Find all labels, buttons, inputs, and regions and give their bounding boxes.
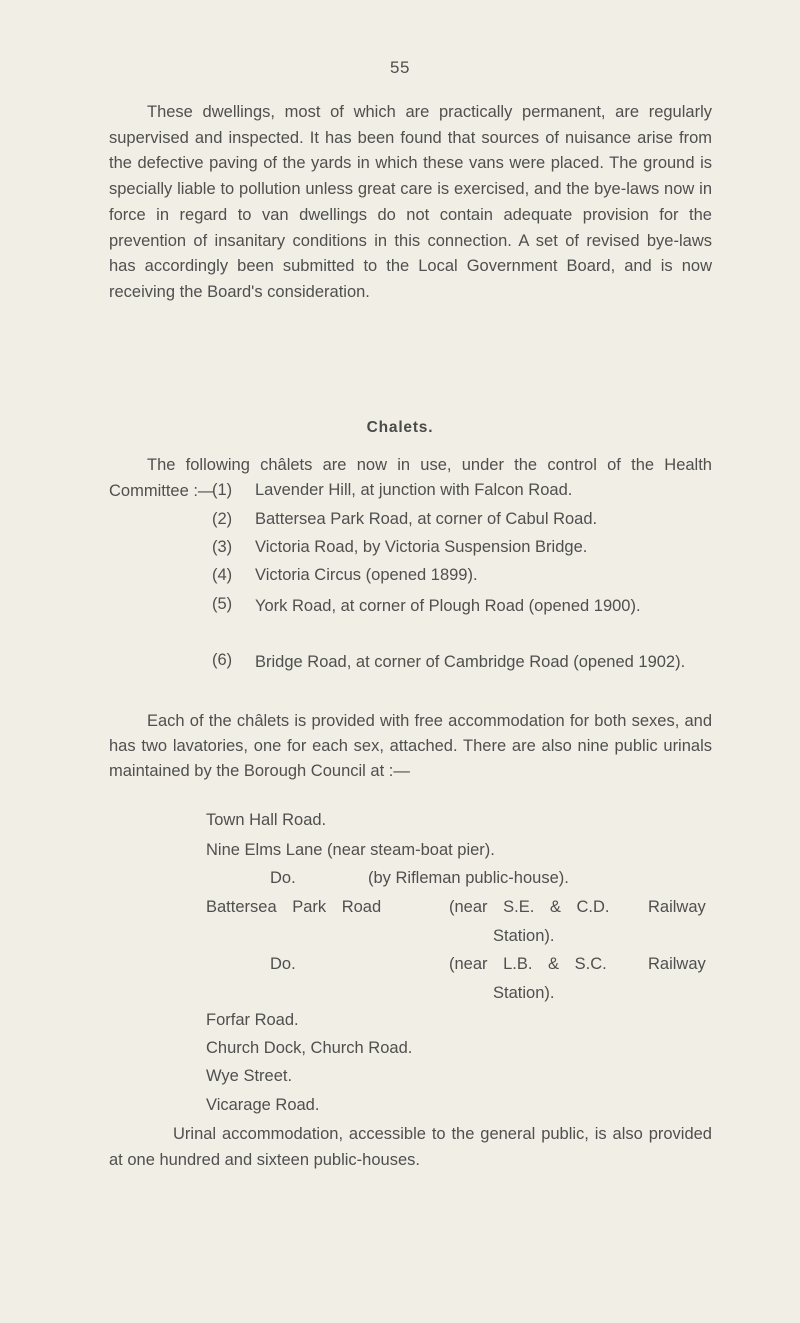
urinal-place: Do. [270,869,296,887]
urinal-detail: (near S.E. & C.D. [449,898,610,916]
list-item-number: (3) [212,538,233,556]
list-item: Forfar Road. [206,1011,299,1029]
list-item-number: (5) [212,595,233,613]
urinals-intro-paragraph: Each of the châlets is provided with free accommodation for both sexes, and has two lavatories, one for each sex, attached. There are also nine public urinals maintained by the Borough Council at :— [109,712,712,781]
list-item-text: York Road, at corner of Plough Road (opened 1900). [255,597,641,615]
list-item: Church Dock, Church Road. [206,1039,413,1057]
section-heading-chalets: Chalets. [366,419,434,436]
list-item [212,648,712,676]
list-item [212,478,712,502]
urinal-detail-end: Railway [648,955,706,973]
urinal-detail-end: Railway [648,898,706,916]
list-item-number: (2) [212,510,233,528]
list-item: Vicarage Road. [206,1096,320,1114]
list-item-text: Lavender Hill, at junction with Falcon Road. [255,481,573,499]
list-item-text: Battersea Park Road, at corner of Cabul Road. [255,510,598,528]
list-item-number: (4) [212,566,233,584]
list-item-number: (6) [212,651,233,669]
closing-paragraph: Urinal accommodation, accessible to the general public, is also provided at one hundred and sixteen public-houses. [109,1125,712,1169]
list-item [212,507,712,531]
page-number: 55 [390,58,410,77]
list-item-text: Bridge Road, at corner of Cambridge Road (opened 1902). [255,653,686,671]
list-item-number: (1) [212,481,233,499]
list-item [206,866,716,892]
list-item-text: Victoria Circus (opened 1899). [255,566,478,584]
list-item [206,895,716,949]
urinal-place: Battersea Park Road [206,898,382,916]
list-item [212,563,712,587]
list-item [206,952,716,1006]
list-item [212,592,712,620]
list-item [212,535,712,559]
intro-paragraph: These dwellings, most of which are practically permanent, are regularly supervised and inspected. It has been found that sources of nuisance arise from the defective paving of the yards in which these vans were placed. The ground is specially liable to pollution unless great care is exercised, and the bye-laws now in force in regard to van dwellings do not contain adequate provision for the prevention of insanitary conditions in this connection. A set of revised bye-laws has accordingly been submitted to the Local Government Board, and is now receiving the Board's consideration. [109,103,712,301]
urinal-detail-cont: Station). [493,984,555,1002]
list-item: Wye Street. [206,1067,293,1085]
urinal-detail-cont: Station). [493,927,555,945]
chalets-intro-paragraph: The following châlets are now in use, under the control of the Health Committee :— [109,456,712,500]
list-item: Town Hall Road. [206,811,327,829]
list-item-text: Victoria Road, by Victoria Suspension Bridge. [255,538,588,556]
urinal-detail: (near L.B. & S.C. [449,955,607,973]
list-item: Nine Elms Lane (near steam-boat pier). [206,841,495,859]
urinal-place: Do. [270,955,296,973]
urinal-detail: (by Rifleman public-house). [368,869,569,887]
